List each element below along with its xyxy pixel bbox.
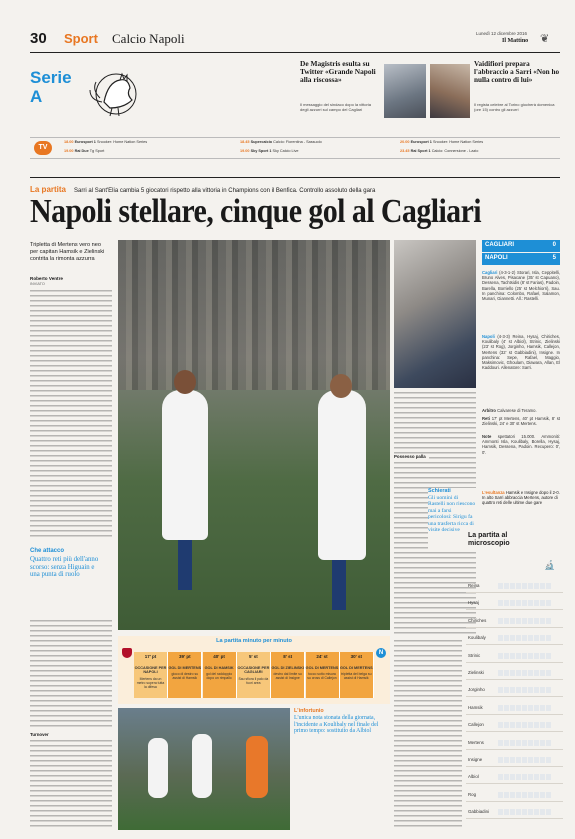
stat-cell <box>534 757 539 763</box>
page-header <box>30 28 560 52</box>
stat-cell <box>498 774 503 780</box>
teaser-photo <box>384 64 426 118</box>
timeline-minute: 30' st <box>350 654 362 659</box>
stat-cell <box>534 618 539 624</box>
stat-cell <box>498 792 503 798</box>
tv-entry: 18.00 Eurosport 1 Snooker: Home Nation Series <box>64 140 148 144</box>
timeline-event <box>306 652 340 698</box>
microscope-row <box>466 806 563 819</box>
stat-cell <box>504 583 509 589</box>
stat-cell <box>540 635 545 641</box>
player-name: Chiriches <box>468 617 487 623</box>
timeline-minute: 40' pt <box>213 654 225 659</box>
microscope-row <box>466 597 563 610</box>
stat-cell <box>510 774 515 780</box>
stat-cell <box>504 618 509 624</box>
timeline-minute: 17' pt <box>144 654 157 659</box>
subsection-title: Calcio Napoli <box>112 31 185 46</box>
header-rule <box>30 52 560 53</box>
stat-cell <box>498 687 503 693</box>
stat-cell <box>528 792 533 798</box>
score-team2: NAPOLI 5 <box>482 253 560 265</box>
stat-cell <box>540 618 545 624</box>
timeline-label: GOL DI ZIELINSKI <box>271 666 304 670</box>
player-name: Mertens <box>468 739 484 745</box>
stat-cell <box>528 757 533 763</box>
lineup-napoli: Napoli (4-3-3) Reina, Hysaj, Chiriches, Koulibaly (4' st Albiol), Strinic, Zielinski (23' st Rog), Jorginho, Hamsik, Callejon, Mertens (32' st Gabbiadini), Insigne. In panchina: Sepe, Rafael, Maggio, Maksimovic, Ghoulam, Diawara, Allan, El Kaddouri. Allenatore: Sarri. <box>482 334 560 371</box>
stat-cell <box>516 757 521 763</box>
stat-cell <box>516 600 521 606</box>
stat-cell <box>510 635 515 641</box>
timeline-label: GOL DI MERTENS <box>168 666 202 670</box>
stat-cell <box>498 635 503 641</box>
stat-cell <box>546 740 551 746</box>
stat-cell <box>510 740 515 746</box>
inline-label-possesso: Possesso palla <box>394 454 429 459</box>
timeline-label: GOL DI HAMSIK <box>204 666 234 670</box>
stat-cell <box>498 705 503 711</box>
tv-entry: 19.00 Rai Due Tg Sport <box>64 149 105 153</box>
side-note-title: Che attacco <box>30 548 65 554</box>
stat-cell <box>522 600 527 606</box>
stat-cell <box>522 809 527 815</box>
stat-cell <box>528 740 533 746</box>
player-name: Reina <box>468 583 480 588</box>
teaser-title: De Magistris esulta su Twitter «Grande Napoli alla riscossa» <box>300 59 376 85</box>
scoreboard <box>482 240 560 470</box>
tv-badge-icon: TV <box>34 141 52 155</box>
timeline-event <box>134 652 168 698</box>
stat-cell <box>522 705 527 711</box>
stat-cell <box>540 687 545 693</box>
microscope-row <box>466 615 563 628</box>
stat-cell <box>522 635 527 641</box>
stat-cell <box>510 809 515 815</box>
schierati-text: Gli uomini di Rastelli non riescono mai a farsi pericolosi: Sirigu fa una trasferta ricca di visite decisive <box>428 495 476 534</box>
microscope-row <box>466 684 563 697</box>
stat-cell <box>546 583 551 589</box>
article-body-col4 <box>394 640 462 830</box>
stat-cell <box>522 670 527 676</box>
stat-cell <box>540 583 545 589</box>
section-title: Sport <box>64 31 98 46</box>
microscope-row <box>466 754 563 767</box>
teaser-vaidifiori[interactable] <box>430 60 560 134</box>
stat-cell <box>546 600 551 606</box>
article-kicker <box>30 179 560 194</box>
stat-cell <box>516 670 521 676</box>
teaser-title-2: Vaidifiori prepara l'abbraccio a Sarri «Non ho nulla contro di lui» <box>474 60 560 84</box>
stat-cell <box>522 653 527 659</box>
lineup-cagliari: Cagliari (4-3-1-2) Storari, Isla, Ceppitelli, Bruno Alves, Pisacane (35' st Capuano), Dessena, Tachtsidis (8' st Farias), Padoin, Barella, Borriello (25' st Melchiorri), Sau. In panchina: Colombo, Rafael, Salamon, Munari, Giannetti. All.: Rastelli. <box>482 270 560 302</box>
stat-cell <box>522 774 527 780</box>
stat-cell <box>528 687 533 693</box>
serie-a-block <box>30 68 140 120</box>
stat-cell <box>528 618 533 624</box>
timeline-desc: Sau sfiora il palo da fuori area <box>238 676 269 685</box>
stat-cell <box>510 618 515 624</box>
napoli-crest-icon: N <box>376 648 386 658</box>
article-body-col1 <box>30 290 112 540</box>
microscope-title: La partita al microscopio <box>468 532 510 547</box>
cagliari-crest-icon <box>122 648 132 658</box>
timeline-label: GOL DI MERTENS <box>339 666 373 670</box>
stat-cell <box>534 722 539 728</box>
stat-cell <box>510 722 515 728</box>
stat-cell <box>546 705 551 711</box>
match-note: Note spettatori 15.000. Ammoniti: Ammonti Isla, Koulibaly, Borella, Hysaj, Hamsik, Dessena, Padoin. Recupero: 0', 0'. <box>482 434 560 455</box>
stat-cell <box>504 774 509 780</box>
stat-cell <box>540 774 545 780</box>
microscope-icon: 🔬 <box>544 560 556 570</box>
timeline-desc: destro dal limite su assist di Insigne <box>273 672 302 681</box>
stat-cell <box>504 635 509 641</box>
stat-cell <box>534 740 539 746</box>
stat-cell <box>534 687 539 693</box>
article-body-col1c <box>30 740 112 830</box>
subhead: Tripletta di Mertens vero neo per capitan Hamsik e Zielinski contrita la rimonta azzurra <box>30 242 105 262</box>
microscope-row <box>466 702 563 715</box>
timeline-minute: 8' st <box>283 654 293 659</box>
stat-cell <box>540 809 545 815</box>
stat-cell <box>516 774 521 780</box>
player-name: Albiol <box>468 774 479 780</box>
timeline-minute: 39' pt <box>179 654 191 659</box>
teaser-text-2: Il regista celebre al Torino giocherà domenica (ore 15) contro gli azzurri <box>474 102 555 112</box>
stat-cell <box>546 635 551 641</box>
stat-cell <box>528 635 533 641</box>
timeline-label: OCCASIONE PER CAGLIARI <box>237 666 270 675</box>
dateline: INVIATO <box>30 282 45 286</box>
stat-cell <box>522 583 527 589</box>
serie-a-label: A <box>30 87 43 106</box>
stat-cell <box>504 705 509 711</box>
stat-cell <box>528 809 533 815</box>
stat-cell <box>546 792 551 798</box>
article-rule <box>30 177 560 178</box>
kicker-text: Sarri al Sant'Elia cambia 5 giocatori rispetto alla vittoria in Champions con il Benfica. Controllo assoluto della gara <box>74 188 376 194</box>
stat-cell <box>528 670 533 676</box>
stat-cell <box>504 687 509 693</box>
author: Roberto Ventre <box>30 276 63 281</box>
player-name: Jorginho <box>468 687 485 693</box>
stat-cell <box>504 757 509 763</box>
stat-cell <box>528 774 533 780</box>
article-body-col1b <box>30 620 112 730</box>
microscope-row <box>466 580 563 593</box>
stat-cell <box>528 705 533 711</box>
stat-cell <box>534 600 539 606</box>
tv-entry: 23.45 Rai Sport 1 Calcio: Connersione - Lazio <box>400 149 479 153</box>
side-note <box>30 548 100 614</box>
tv-entry: 18.45 Supercalcio Calcio: Fiorentina - Sassuolo <box>240 140 322 144</box>
stat-cell <box>522 757 527 763</box>
injury-photo <box>118 708 290 830</box>
timeline-desc: gol del raddoppio dopo un rimpallo <box>206 672 233 681</box>
stat-cell <box>504 722 509 728</box>
tv-entry: 19.00 Sky Sport 1 Sky Calcio Live <box>240 149 299 153</box>
stat-cell <box>546 618 551 624</box>
stat-cell <box>528 722 533 728</box>
stat-cell <box>498 618 503 624</box>
timeline-event <box>340 652 374 698</box>
teaser-text: Il messaggio del sindaco dopo la vittoria degli azzurri sul campo del Cagliari <box>300 102 371 112</box>
stat-cell <box>504 792 509 798</box>
timeline-desc: gioco di destro su assist di Hamsik <box>171 672 199 681</box>
match-reti: Reti 17' pt Mertens, 40' pt Hamsik, 8' st Zielinski, 24' e 30' st Mertens. <box>482 416 560 427</box>
stat-cell <box>510 653 515 659</box>
microscope-row <box>466 667 563 680</box>
stat-cell <box>546 722 551 728</box>
stat-cell <box>504 600 509 606</box>
sarri-photo <box>394 240 476 388</box>
rooster-icon <box>86 68 146 120</box>
stat-cell <box>498 583 503 589</box>
stat-cell <box>528 653 533 659</box>
player-name: Callejon <box>468 722 484 728</box>
timeline-cells <box>134 652 374 698</box>
side-note-text: Quattro reti più dell'anno scorso: senza Higuain e una punta di ruolo <box>30 556 99 579</box>
player-name: Koulibaly <box>468 635 486 641</box>
stat-cell <box>516 687 521 693</box>
player-name: Strinic <box>468 652 481 658</box>
microscope-row <box>466 737 563 750</box>
stat-cell <box>534 670 539 676</box>
stat-cell <box>540 740 545 746</box>
teaser-mayor[interactable] <box>300 60 426 134</box>
stat-cell <box>516 653 521 659</box>
stat-cell <box>498 670 503 676</box>
stat-cell <box>510 687 515 693</box>
timeline-label: GOL DI MERTENS <box>305 666 339 670</box>
stat-cell <box>516 722 521 728</box>
stat-cell <box>498 740 503 746</box>
stat-cell <box>534 635 539 641</box>
match-arbitro: Arbitro Calvarese di Teramo. <box>482 408 537 413</box>
stat-cell <box>504 809 509 815</box>
microscope-row <box>466 632 563 645</box>
header-date: Lunedì 12 dicembre 2016 <box>476 31 528 36</box>
microscope-table <box>466 526 563 831</box>
stat-cell <box>522 792 527 798</box>
injury-title: L'infortunio <box>294 708 324 714</box>
injury-text: L'unica nota stonata della giornata, l'incidente a Koulibaly nel finale del primo tempo: sostituito da Albiol <box>294 715 379 735</box>
timeline-desc: tripletta del belga su assist di Hamsik <box>341 672 372 681</box>
teaser-photo-2 <box>430 64 470 118</box>
stat-cell <box>516 618 521 624</box>
stat-cell <box>516 705 521 711</box>
article-body-col3b <box>394 572 476 634</box>
stat-cell <box>498 722 503 728</box>
stat-cell <box>534 774 539 780</box>
microscope-row <box>466 771 563 784</box>
stat-cell <box>546 809 551 815</box>
stat-cell <box>540 600 545 606</box>
microscope-row <box>466 789 563 802</box>
tv-entry: 20.00 Eurosport 1 Snooker: Home Nation Series <box>400 140 484 144</box>
stat-cell <box>540 670 545 676</box>
stat-cell <box>528 600 533 606</box>
microscope-row <box>466 719 563 732</box>
stat-cell <box>510 757 515 763</box>
stat-cell <box>516 635 521 641</box>
stat-cell <box>534 809 539 815</box>
player-name: Rog <box>468 791 477 797</box>
stat-cell <box>516 792 521 798</box>
player-name: Hamsik <box>468 704 483 710</box>
stat-cell <box>546 774 551 780</box>
stat-cell <box>522 722 527 728</box>
page-number: 30 <box>30 30 47 47</box>
stat-cell <box>510 792 515 798</box>
microscope-row <box>466 650 563 663</box>
timeline-event <box>271 652 305 698</box>
stat-cell <box>534 583 539 589</box>
timeline-event <box>203 652 237 698</box>
schierati-title: Schierati <box>428 488 451 494</box>
microscope-rows <box>466 580 563 830</box>
stat-cell <box>546 757 551 763</box>
stat-cell <box>540 792 545 798</box>
stat-cell <box>504 653 509 659</box>
timeline-label: OCCASIONE PER NAPOLI <box>134 666 167 675</box>
stat-cell <box>540 653 545 659</box>
stat-cell <box>534 653 539 659</box>
injury-box <box>294 708 390 768</box>
stat-cell <box>516 740 521 746</box>
timeline-desc: Mertens da un metro supera tutta la difesa <box>136 676 165 689</box>
stat-cell <box>540 757 545 763</box>
stat-cell <box>534 792 539 798</box>
masthead-logo-icon: ❦ <box>540 33 550 45</box>
newspaper-name: Il Mattino <box>502 38 529 44</box>
stat-cell <box>504 670 509 676</box>
stat-cell <box>522 687 527 693</box>
player-name: Gabbiadini <box>468 809 489 815</box>
stat-cell <box>540 722 545 728</box>
stat-cell <box>534 705 539 711</box>
stat-cell <box>522 740 527 746</box>
esultanza-caption: L'esultanza Hamsik e Insigne dopo il 2-0. In alto Sarri abbraccia Mertens, autore di quattro reti delle ultime due gare <box>482 490 560 506</box>
timeline-desc: tocco sotto misura su cross di Callejon <box>307 672 337 681</box>
score-team1: CAGLIARI 0 <box>482 240 560 252</box>
match-timeline <box>118 636 390 704</box>
stat-cell <box>546 687 551 693</box>
stat-cell <box>540 705 545 711</box>
stat-cell <box>510 705 515 711</box>
stat-cell <box>510 600 515 606</box>
timeline-event <box>237 652 271 698</box>
stat-cell <box>528 583 533 589</box>
timeline-title: La partita minuto per minuto <box>216 638 292 644</box>
stat-cell <box>510 670 515 676</box>
headline: Napoli stellare, cinque gol al Cagliari <box>30 193 482 231</box>
timeline-minute: 5' st <box>248 654 258 659</box>
stat-cell <box>498 653 503 659</box>
stat-cell <box>504 740 509 746</box>
stat-cell <box>516 583 521 589</box>
main-photo <box>118 240 390 630</box>
timeline-event <box>168 652 202 698</box>
stat-cell <box>522 618 527 624</box>
stat-cell <box>546 670 551 676</box>
stat-cell <box>546 653 551 659</box>
stat-cell <box>498 757 503 763</box>
kicker-label: La partita <box>30 185 67 194</box>
serie-label: Serie <box>30 68 72 87</box>
tv-listings <box>30 137 560 159</box>
stat-cell <box>498 600 503 606</box>
timeline-minute: 24' st <box>316 654 328 659</box>
stat-cell <box>498 809 503 815</box>
inline-label-turnover: Turnover <box>30 732 49 737</box>
player-name: Insigne <box>468 757 483 762</box>
player-name: Hysaj <box>468 600 479 606</box>
stat-cell <box>516 809 521 815</box>
stat-cell <box>510 583 515 589</box>
player-name: Zielinski <box>468 670 484 675</box>
